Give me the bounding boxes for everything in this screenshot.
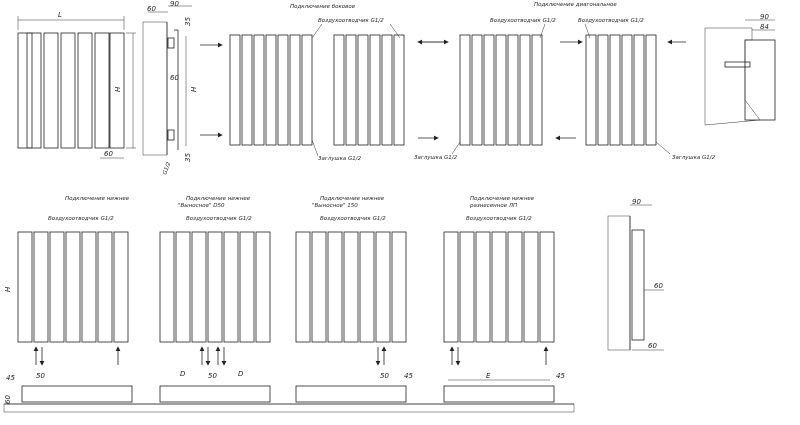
air-vent-label-1: Воздухоотводчик G1/2: [318, 18, 384, 24]
bottom-connection-panel-4: [444, 196, 565, 402]
panel-2-dim-D-left: D: [180, 370, 186, 378]
panel-1-dim-50: 50: [36, 372, 45, 380]
dim-60-bottom: 60: [104, 150, 113, 158]
dim-90-detail: 90: [760, 13, 769, 21]
diagonal-connection-title: Подключение диагональное: [534, 2, 617, 8]
floor-hatch: [4, 404, 574, 412]
dim-60-bottom-detail: 60: [654, 282, 663, 290]
dim-H-wall: H: [190, 86, 198, 92]
wall-mount-detail: [705, 13, 775, 125]
dim-60-mid: 60: [170, 74, 179, 82]
air-vent-label-3: Воздухоотводчик G1/2: [578, 18, 644, 24]
panel-3-dim-50: 50: [380, 372, 389, 380]
panel-4-subtitle: разнесенное ЛП: [470, 203, 518, 209]
dim-90-wall: 90: [170, 0, 179, 8]
panel-4-title: Подключение нижнее: [470, 196, 535, 202]
side-connection-diagram: [230, 4, 448, 162]
dim-35-bottom: 35: [184, 153, 192, 162]
plug-label-3: Заглушка G1/2: [672, 155, 716, 161]
wall-detail-bottom-right: [608, 198, 664, 350]
dim-35-top: 35: [184, 17, 192, 26]
dim-90-bottom-detail: 90: [632, 198, 641, 206]
panel-1-dim-H: H: [4, 286, 12, 292]
plug-label-1: Заглушка G1/2: [318, 156, 362, 162]
panel-1-air-vent: Воздухоотводчик G1/2: [48, 216, 114, 222]
panel-4-dim-45: 45: [556, 372, 565, 380]
thread-label: G1/2: [162, 161, 173, 176]
panel-3-title: Подключение нижнее: [320, 196, 385, 202]
panel-3-dim-45: 45: [404, 372, 413, 380]
radiator-front-view: [18, 11, 136, 158]
side-connection-title: Подключение боковое: [290, 4, 356, 10]
panel-4-air-vent: Воздухоотводчик G1/2: [466, 216, 532, 222]
panel-2-dim-D-right: D: [238, 370, 244, 378]
bottom-connection-panel-1: [4, 196, 132, 404]
panel-3-air-vent: Воздухоотводчик G1/2: [320, 216, 386, 222]
dim-84-detail: 84: [760, 23, 769, 31]
panel-2-title: Подключение нижнее: [186, 196, 251, 202]
dim-60-bottom-detail-2: 60: [648, 342, 657, 350]
panel-2-subtitle: "Выносное" D50: [178, 203, 225, 209]
diagonal-connection-diagram: [414, 2, 716, 161]
dim-L: L: [58, 11, 62, 19]
panel-3-subtitle: "Выносное" 150: [312, 203, 358, 209]
panel-2-dim-50: 50: [208, 372, 217, 380]
panel-4-dim-E: E: [486, 372, 491, 380]
bottom-connection-panel-2: [160, 196, 270, 402]
dim-60-wall: 60: [147, 5, 156, 13]
panel-1-dim-45: 45: [6, 374, 15, 382]
panel-2-air-vent: Воздухоотводчик G1/2: [186, 216, 252, 222]
wall-section-side-view: [143, 0, 222, 176]
panel-1-dim-60: 60: [4, 395, 12, 404]
dim-H: H: [114, 86, 122, 92]
air-vent-label-2: Воздухоотводчик G1/2: [490, 18, 556, 24]
bottom-connection-panel-3: [296, 196, 413, 402]
plug-label-2: Заглушка G1/2: [414, 155, 458, 161]
panel-1-title: Подключение нижнее: [65, 196, 130, 202]
